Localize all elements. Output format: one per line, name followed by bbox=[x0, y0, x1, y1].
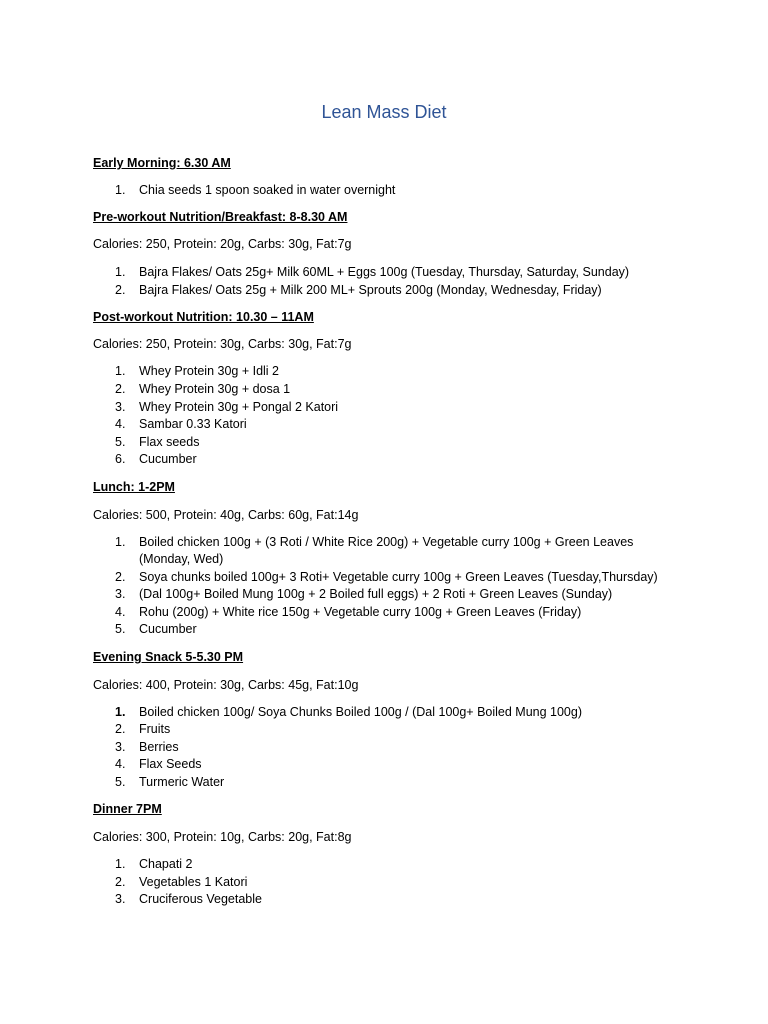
list-item-text: Soya chunks boiled 100g+ 3 Roti+ Vegetable curry 100g + Green Leaves (Tuesday,Thursday) bbox=[139, 570, 658, 584]
list-item-text: Turmeric Water bbox=[139, 775, 225, 789]
list-number: 2. bbox=[115, 570, 126, 584]
list-item-text: Bajra Flakes/ Oats 25g+ Milk 60ML + Eggs 100g (Tuesday, Thursday, Saturday, Sunday) bbox=[139, 265, 630, 279]
macros-post-workout: Calories: 250, Protein: 30g, Carbs: 30g, Fat:7g bbox=[93, 337, 352, 351]
list-item-text: Bajra Flakes/ Oats 25g + Milk 200 ML+ Sprouts 200g (Monday, Wednesday, Friday) bbox=[139, 283, 602, 297]
section-heading-dinner: Dinner 7PM bbox=[93, 802, 162, 816]
list-number: 1. bbox=[115, 857, 126, 871]
list-number: 5. bbox=[115, 775, 126, 789]
list-number: 4. bbox=[115, 605, 126, 619]
section-heading-post-workout: Post-workout Nutrition: 10.30 – 11AM bbox=[93, 310, 314, 324]
document-title: Lean Mass Diet bbox=[321, 102, 447, 122]
list-number: 3. bbox=[115, 740, 126, 754]
list-item-text: Chapati 2 bbox=[139, 857, 193, 871]
list-item-text: (Monday, Wed) bbox=[139, 552, 224, 566]
section-heading-pre-workout: Pre-workout Nutrition/Breakfast: 8-8.30 AM bbox=[93, 210, 348, 224]
list-number: 1. bbox=[115, 265, 126, 279]
list-item-text: Boiled chicken 100g + (3 Roti / White Rice 200g) + Vegetable curry 100g + Green Leaves bbox=[139, 535, 634, 549]
macros-lunch: Calories: 500, Protein: 40g, Carbs: 60g, Fat:14g bbox=[93, 508, 359, 522]
list-number: 6. bbox=[115, 452, 126, 466]
list-item-text: Vegetables 1 Katori bbox=[139, 875, 248, 889]
list-number: 2. bbox=[115, 382, 126, 396]
list-item-text: Whey Protein 30g + dosa 1 bbox=[139, 382, 291, 396]
list-item-text: Cucumber bbox=[139, 452, 197, 466]
macros-evening-snack: Calories: 400, Protein: 30g, Carbs: 45g, Fat:10g bbox=[93, 678, 359, 692]
list-item-text: Sambar 0.33 Katori bbox=[139, 417, 247, 431]
list-number: 2. bbox=[115, 875, 126, 889]
list-number: 5. bbox=[115, 435, 126, 449]
list-number: 3. bbox=[115, 400, 126, 414]
list-number: 1. bbox=[115, 705, 126, 719]
list-number: 1. bbox=[115, 535, 126, 549]
list-item-text: Whey Protein 30g + Idli 2 bbox=[139, 364, 280, 378]
list-number: 5. bbox=[115, 622, 126, 636]
section-heading-evening-snack: Evening Snack 5-5.30 PM bbox=[93, 650, 244, 664]
list-item-text: Boiled chicken 100g/ Soya Chunks Boiled 100g / (Dal 100g+ Boiled Mung 100g) bbox=[139, 705, 582, 719]
list-number: 1. bbox=[115, 364, 126, 378]
list-item-text: Flax seeds bbox=[139, 435, 200, 449]
list-item-text: Cruciferous Vegetable bbox=[139, 892, 262, 906]
list-item-text: Berries bbox=[139, 740, 179, 754]
macros-dinner: Calories: 300, Protein: 10g, Carbs: 20g, Fat:8g bbox=[93, 830, 352, 844]
list-item-text: Chia seeds 1 spoon soaked in water overnight bbox=[139, 183, 396, 197]
list-item-text: Rohu (200g) + White rice 150g + Vegetable curry 100g + Green Leaves (Friday) bbox=[139, 605, 582, 619]
list-item-text: (Dal 100g+ Boiled Mung 100g + 2 Boiled full eggs) + 2 Roti + Green Leaves (Sunday) bbox=[139, 587, 613, 601]
macros-pre-workout: Calories: 250, Protein: 20g, Carbs: 30g, Fat:7g bbox=[93, 237, 352, 251]
list-item-text: Flax Seeds bbox=[139, 757, 202, 771]
section-heading-lunch: Lunch: 1-2PM bbox=[93, 480, 175, 494]
list-item-text: Whey Protein 30g + Pongal 2 Katori bbox=[139, 400, 339, 414]
list-number: 2. bbox=[115, 722, 126, 736]
list-item-text: Fruits bbox=[139, 722, 171, 736]
list-number: 4. bbox=[115, 757, 126, 771]
section-heading-early-morning: Early Morning: 6.30 AM bbox=[93, 156, 231, 170]
list-number: 2. bbox=[115, 283, 126, 297]
list-number: 3. bbox=[115, 892, 126, 906]
list-item-text: Cucumber bbox=[139, 622, 197, 636]
list-number: 4. bbox=[115, 417, 126, 431]
list-number: 3. bbox=[115, 587, 126, 601]
list-number: 1. bbox=[115, 183, 126, 197]
